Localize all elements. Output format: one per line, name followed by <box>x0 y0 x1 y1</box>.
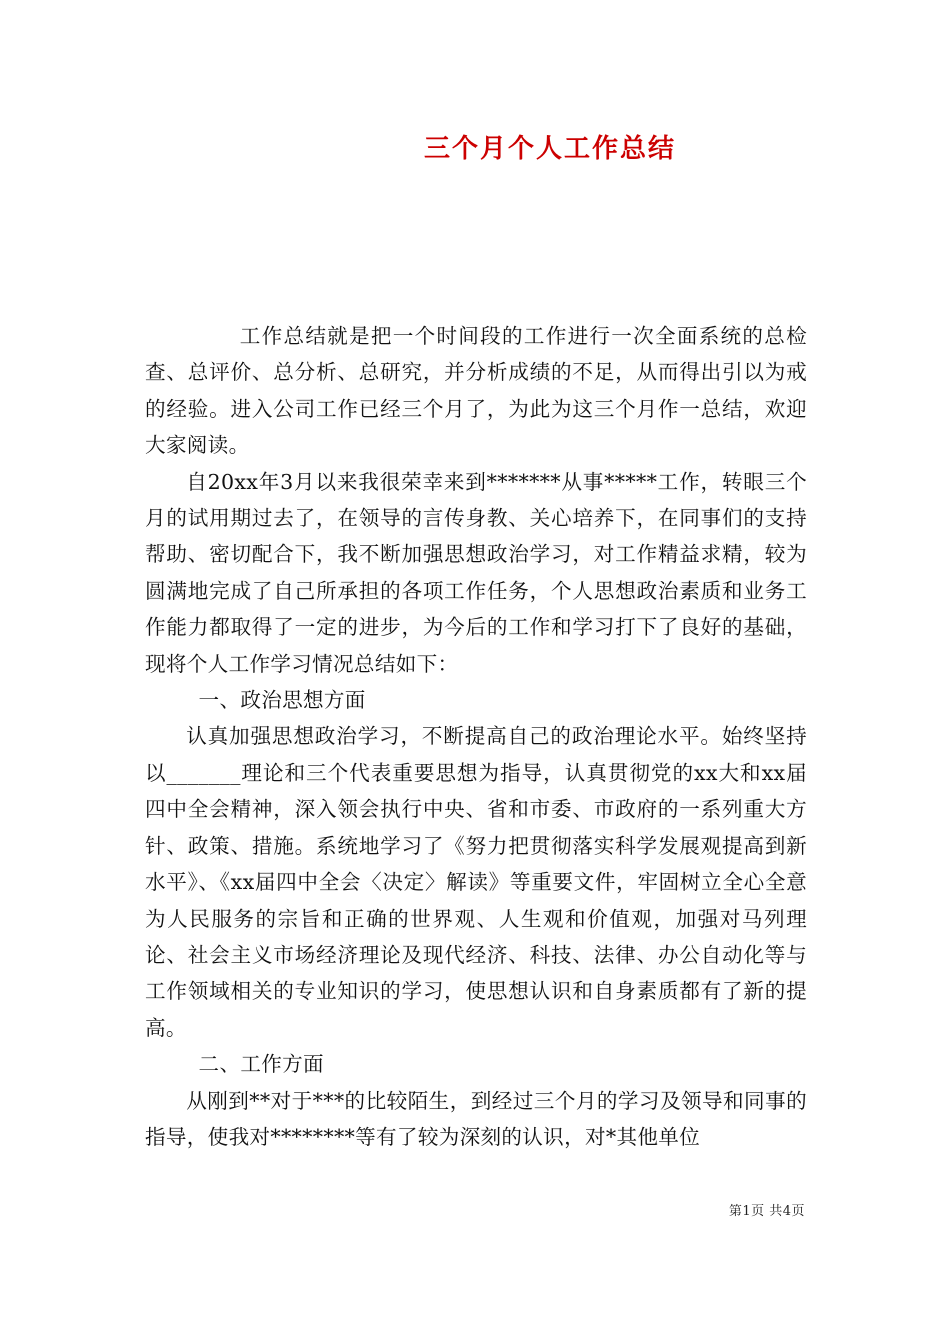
paragraph-intro: 工作总结就是把一个时间段的工作进行一次全面系统的总检查、总评价、总分析、总研究，并分析成绩的不足，从而得出引以为戒的经验。进入公司工作已经三个月了，为此为这三个月作一总结，欢迎大家阅读。 <box>145 324 807 458</box>
section-heading-work: 二、工作方面 <box>198 1052 324 1077</box>
document-body <box>145 318 807 1155</box>
section-heading-political: 一、政治思想方面 <box>198 688 366 713</box>
paragraph-work: 从刚到**对于***的比较陌生，到经过三个月的学习及领导和同事的指导，使我对********等有了较为深刻的认识，对*其他单位 <box>145 1088 807 1149</box>
paragraph-overview: 自20xx年3月以来我很荣幸来到*******从事*****工作，转眼三个月的试用期过去了，在领导的言传身教、关心培养下，在同事们的支持帮助、密切配合下，我不断加强思想政治学习，对工作精益求精，较为圆满地完成了自己所承担的各项工作任务，个人思想政治素质和业务工作能力都取得了一定的进步，为今后的工作和学习打下了良好的基础，现将个人工作学习情况总结如下： <box>145 469 807 676</box>
document-title: 三个月个人工作总结 <box>423 134 676 164</box>
page-number-footer: 第1页 共4页 <box>728 1204 805 1219</box>
paragraph-political: 认真加强思想政治学习，不断提高自己的政治理论水平。始终坚持以_______理论和三个代表重要思想为指导，认真贯彻党的xx大和xx届四中全会精神，深入领会执行中央、省和市委、市政府的一系列重大方针、政策、措施。系统地学习了《努力把贯彻落实科学发展观提高到新水平》、《xx届四中全会〈决定〉解读》等重要文件，牢固树立全心全意为人民服务的宗旨和正确的世界观、人生观和价值观，加强对马列理论、社会主义市场经济理论及现代经济、科技、法律、办公自动化等与工作领域相关的专业知识的学习，使思想认识和自身素质都有了新的提高。 <box>145 724 807 1040</box>
